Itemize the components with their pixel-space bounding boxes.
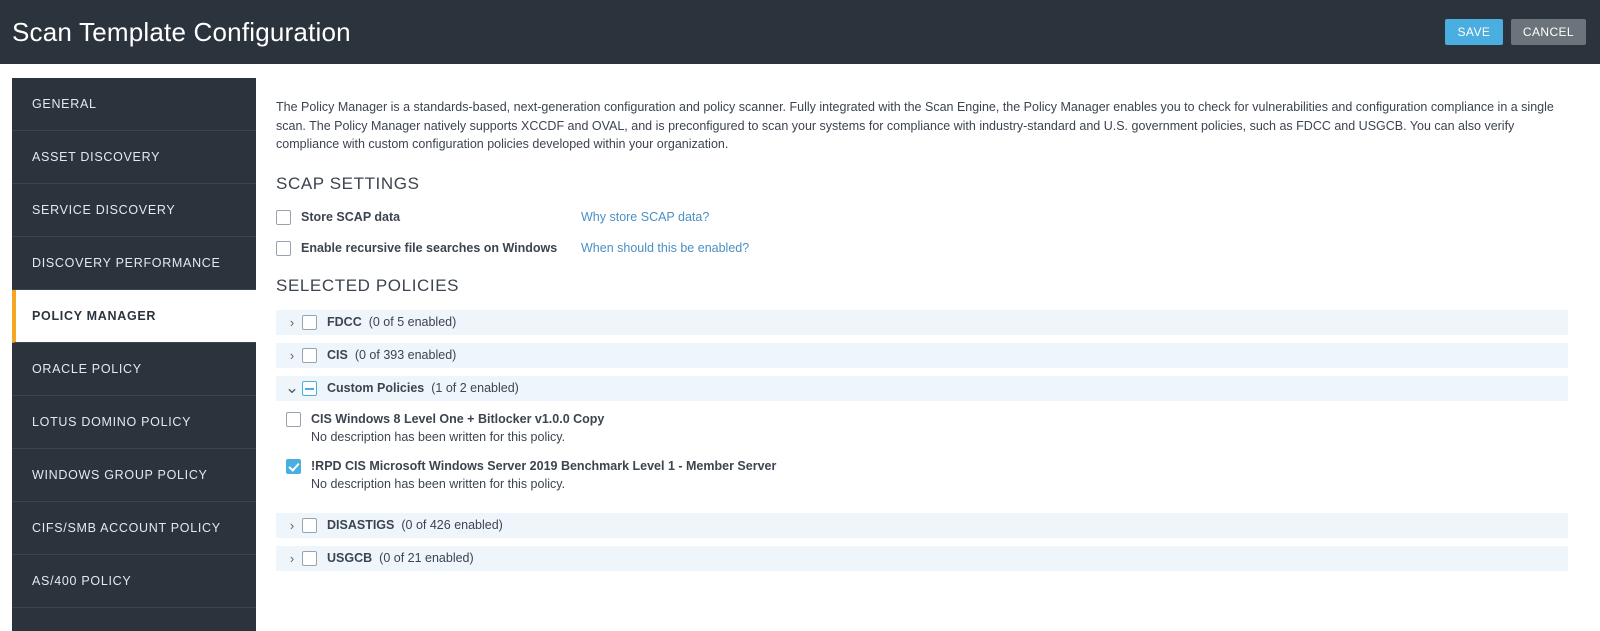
policy-list	[276, 310, 1568, 571]
policy-group-name: FDCC	[327, 315, 362, 329]
policy-group-name: DISASTIGS	[327, 518, 395, 532]
sidebar-item-cifs-smb-account-policy[interactable]	[12, 502, 256, 555]
policy-item[interactable]	[286, 411, 1568, 446]
policy-group-name: CIS	[327, 348, 348, 362]
policy-item-text	[311, 411, 604, 446]
page-title: Scan Template Configuration	[12, 16, 351, 47]
sidebar-item-label: SERVICE DISCOVERY	[32, 203, 176, 217]
sidebar-item-discovery-performance[interactable]	[12, 237, 256, 290]
sidebar-item-label: ORACLE POLICY	[32, 362, 142, 376]
sidebar-item-label: GENERAL	[32, 97, 97, 111]
sidebar-item-label: CIFS/SMB ACCOUNT POLICY	[32, 521, 221, 535]
policy-item-checkbox[interactable]	[286, 459, 301, 474]
spacer	[276, 505, 1568, 513]
policy-group-name: USGCB	[327, 551, 373, 565]
policy-group-checkbox[interactable]	[302, 315, 317, 330]
scap-setting-label: Store SCAP data	[301, 210, 401, 224]
policy-group-row[interactable]	[276, 343, 1568, 368]
policy-group-checkbox[interactable]	[302, 518, 317, 533]
sidebar-item-label: ASSET DISCOVERY	[32, 150, 161, 164]
policy-group-count: (1 of 2 enabled)	[431, 381, 519, 395]
sidebar-item-lotus-domino-policy[interactable]	[12, 396, 256, 449]
chevron-right-icon[interactable]: ›	[289, 517, 295, 533]
policy-group-row[interactable]	[276, 513, 1568, 538]
sidebar-item-label: WINDOWS GROUP POLICY	[32, 468, 208, 482]
policy-manager-description: The Policy Manager is a standards-based, next-generation configuration and policy scanner. Fully integrated with the Scan Engine, the Policy Manager enables you to check for vulnerabilities and configuration compliance in a single scan. The Policy Manager natively supports XCCDF and OVAL, and is preconfigured to scan your systems for compliance with industry-standard and U.S. government policies, such as FDCC and USGCB. You can also verify compliance with custom configuration policies developed within your organization.	[276, 100, 1554, 151]
sidebar-item-label: LOTUS DOMINO POLICY	[32, 415, 192, 429]
policy-group-row[interactable]	[276, 376, 1568, 401]
policy-group-count: (0 of 426 enabled)	[401, 518, 503, 532]
scap-setting-label: Enable recursive file searches on Windows	[301, 241, 558, 255]
scap-setting-checkbox[interactable]	[276, 241, 291, 256]
sidebar-item-service-discovery[interactable]	[12, 184, 256, 237]
sidebar-item-label: POLICY MANAGER	[32, 309, 157, 323]
policy-group-count: (0 of 21 enabled)	[379, 551, 474, 565]
chevron-right-icon[interactable]: ›	[289, 550, 295, 566]
sidebar-item-label: AS/400 POLICY	[32, 574, 132, 588]
policy-item-text	[311, 458, 776, 493]
sidebar-item-windows-group-policy[interactable]	[12, 449, 256, 502]
sidebar-nav	[12, 78, 256, 631]
policy-group-checkbox[interactable]	[302, 551, 317, 566]
policy-item-name: !RPD CIS Microsoft Windows Server 2019 Benchmark Level 1 - Member Server	[311, 458, 777, 473]
sidebar-item-as-400-policy[interactable]	[12, 555, 256, 608]
scap-setting-help-link[interactable]: Why store SCAP data?	[581, 210, 710, 224]
policy-item-name: CIS Windows 8 Level One + Bitlocker v1.0.0 Copy	[311, 411, 605, 426]
cancel-button[interactable]: CANCEL	[1511, 19, 1586, 45]
policy-group-checkbox[interactable]	[302, 348, 317, 363]
policy-group-row[interactable]	[276, 546, 1568, 571]
chevron-right-icon[interactable]: ›	[289, 314, 295, 330]
chevron-down-icon[interactable]: ⌄	[284, 378, 300, 397]
sidebar-item-asset-discovery[interactable]	[12, 131, 256, 184]
selected-policies-heading: SELECTED POLICIES	[276, 275, 460, 295]
policy-group-name: Custom Policies	[327, 381, 425, 395]
chevron-right-icon[interactable]: ›	[289, 347, 295, 363]
policy-item[interactable]	[286, 458, 1568, 493]
scap-setting-help-link[interactable]: When should this be enabled?	[581, 241, 750, 255]
scap-settings-list	[276, 210, 1568, 256]
policy-group-row[interactable]	[276, 310, 1568, 335]
policy-item-description: No description has been written for this policy.	[311, 429, 566, 444]
policy-group-count: (0 of 5 enabled)	[368, 315, 457, 329]
policy-group-count: (0 of 393 enabled)	[354, 348, 457, 362]
sidebar-item-label: DISCOVERY PERFORMANCE	[32, 256, 221, 270]
policy-item-checkbox[interactable]	[286, 412, 301, 427]
sidebar-item-policy-manager[interactable]	[12, 290, 256, 343]
sidebar-item-general[interactable]	[12, 78, 256, 131]
top-bar-actions	[1445, 19, 1586, 45]
main-panel	[256, 78, 1590, 631]
policy-group-checkbox[interactable]	[302, 381, 317, 396]
top-bar	[0, 0, 1600, 64]
scap-setting-checkbox[interactable]	[276, 210, 291, 225]
save-button[interactable]: SAVE	[1445, 19, 1503, 45]
sidebar-item-oracle-policy[interactable]	[12, 343, 256, 396]
scap-setting-row	[276, 210, 1568, 225]
scap-settings-heading: SCAP SETTINGS	[276, 173, 420, 193]
scap-setting-row	[276, 241, 1568, 256]
policy-item-description: No description has been written for this policy.	[311, 476, 566, 491]
